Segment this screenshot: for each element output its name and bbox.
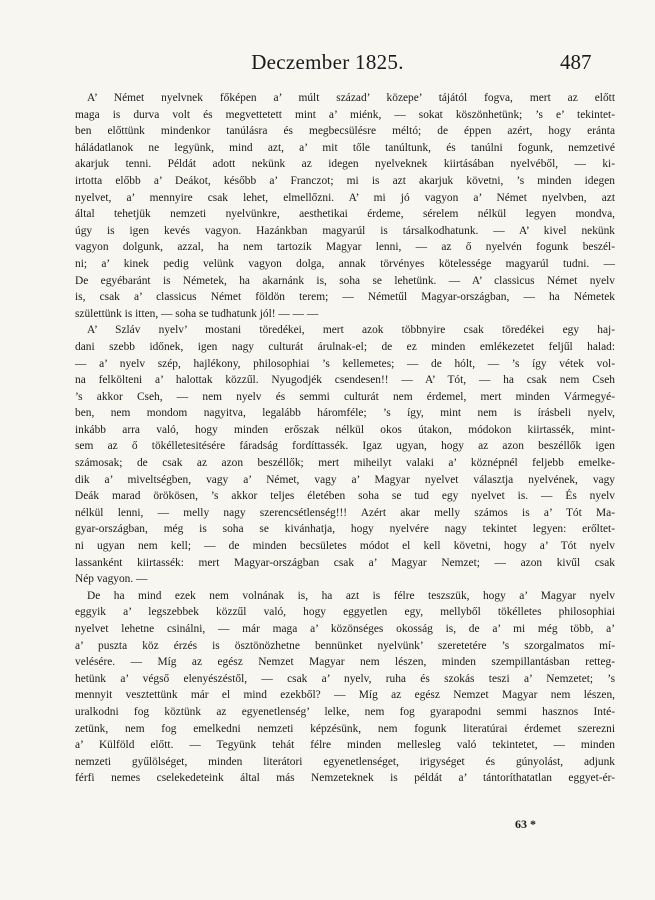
text-line: nyelvet lehetne csinálni, — már maga a’ közönséges okosság is, de a’ mi még több, a’ bbox=[75, 623, 615, 635]
text-line: inkább arra való, hogy minden erőszak nélkül okos útakon, módokon kiirtassék, mint- bbox=[75, 423, 615, 436]
text-line: számosak; de csak az azon beszéllők; mert miheilyt valaki a’ köznépnél feljebb emelke- bbox=[75, 457, 615, 470]
text-line: a’ Külföld előtt. — Tegyünk tehát félre minden mellesleg való tekintetet, — minden bbox=[75, 739, 615, 752]
text-line: ’s akkor Cseh, — nem nyelv és semmi culturát nem érdemel, mert minden Vármegyé- bbox=[75, 390, 615, 403]
text-line: eggyik a’ legszebbek közzűl való, hogy eggyetlen egy, mellyből tökélletes philosophiai bbox=[75, 606, 615, 619]
text-line: A’ Német nyelvnek főképen a’ múlt század’ közepe’ tájától fogva, mert az előtt bbox=[87, 92, 615, 104]
text-line: — a’ nyelv szép, hajlékony, philosophiai ’s kellemetes; — de hólt, — ’s így vétek vol- bbox=[75, 357, 615, 370]
text-line: na felkölteni a’ halottak közzűl. Nyugodjék csendesen!! — A’ Tót, — ha csak nem Cseh bbox=[75, 374, 615, 387]
text-line: De egyébaránt is Németek, ha akarnánk is, soha se lehetünk. — A’ classicus Német nyelv bbox=[75, 274, 615, 287]
text-line: nélkül lenni, — melly nagy szerencsétlenség!!! Azért akar melly számos is a’ Tót Ma- bbox=[75, 506, 615, 519]
text-line: háládatlanok ne legyünk, mind azt, a’ mit tőle tanúltunk, és tanúlni fogunk, nemzetivé bbox=[75, 141, 615, 154]
page-header bbox=[0, 50, 655, 80]
text-line: születtünk is itten, — soha se tudhatunk jól! — — — bbox=[75, 307, 319, 320]
page-number: 487 bbox=[560, 50, 592, 74]
running-title: Deczember 1825. bbox=[251, 50, 404, 74]
text-line: úgy is igen kevés vagyon. Hazánkban magyarúl is társalkodhatunk. — A’ kivel nekünk bbox=[75, 224, 615, 237]
text-line: A’ Szláv nyelv’ mostani töredékei, mert azok többnyire csak töredékei egy haj- bbox=[87, 324, 615, 337]
text-line: maga is durva volt és megvettetett mint a’ miénk, — sokat köszönhetünk; ’s e’ tekintet- bbox=[75, 108, 615, 121]
signature-mark: 63 * bbox=[515, 817, 536, 831]
text-line: dik a’ miveltségben, vagy a’ Német, vagy a’ Magyar nyelvet választja nyelvének, vagy bbox=[75, 473, 615, 486]
text-line: uralkodni fog köztünk az egyenetlenség’ lelke, nem fog gyarapodni semmi hasznos Inté- bbox=[75, 705, 615, 718]
text-line: mennyit vesztettünk már el mind ezekből? — Míg az egész Nemzet Magyar nem lészen, bbox=[75, 689, 615, 702]
text-line: dani szebb időnek, igen nagy culturát árulnak-el; de ez minden emlékezetet feljűl halad: bbox=[75, 340, 615, 353]
text-line: ni ugyan nem kell; — de minden becsületes módot el kell követni, hogy a’ Tót nyelv bbox=[75, 540, 615, 553]
text-line: ben, nem mondom nagyitva, legalább háromféle; ’s így, mint nem is írásbeli nyelv, bbox=[75, 407, 615, 420]
text-line: hetünk a’ végső elenyészéstől, — csak a’ nyelv, ruha és szokás teszi a’ Nemzetet; ’s bbox=[75, 672, 615, 685]
text-line: vagyon dolgunk, azzal, ha nem tartozik Magyar lenni, — az ő nyelvén fogunk beszél- bbox=[75, 241, 615, 254]
text-line: a’ puszta köz érzés is ösztönözhetne bennünket nyelvünk’ szeretetére ’s szorgalmatos mí- bbox=[75, 639, 615, 652]
text-line: ni; a’ kinek pedig velünk vagyon dolga, annak törvényes kötelessége magyarúl tudni. — bbox=[75, 257, 615, 270]
text-line: férfi nemes cselekedeteink által más Nemzeteknek is példát a’ tántoríthatatlan eggyet-ér- bbox=[75, 772, 615, 785]
text-line: Deák marad örökösen, ’s akkor teljes életében soha se tud egy nyelvet is. — És nyelv bbox=[75, 490, 615, 503]
text-line: zetünk, nem fog emelkedni nemzeti képzésünk, nem fogunk literatúrai érdemet szerezni bbox=[75, 722, 615, 735]
text-line: velésére. — Míg az egész Nemzet Magyar nem lészen, minden szempillantásban retteg- bbox=[75, 656, 615, 669]
text-line: gyar-országban, még is soha se kivánhatja, hogy nyelvére nagy tekintet legyen: erőltet- bbox=[75, 523, 615, 536]
text-line: Nép vagyon. — bbox=[75, 573, 148, 586]
text-line: ben előttünk mindenkor tanúlásra és megbecsülésre méltó; de éppen azért, hogy eránta bbox=[75, 125, 615, 138]
text-line: is, csak a’ classicus Német földön terem; — Németűl Magyar-országban, — ha Németek bbox=[75, 291, 615, 304]
text-line: irtotta előbb a’ Deákot, később a’ Franczot; mi is azt akarjuk követni, ’s minden idegen bbox=[75, 174, 615, 187]
text-line: által tehetjük nemzeti nyelvünkre, aesthetikai érdeme, sérelem nélkül legyen mondva, bbox=[75, 208, 615, 221]
text-line: nyelvet, a’ mennyire csak lehet, elmellőzni. A’ mi jó vagyon a’ Német nyelvben, azt bbox=[75, 191, 615, 204]
text-line: lassanként kiirtassék: mert Magyar-országban csak a’ Magyar Nemzet; — azon kivűl csak bbox=[75, 556, 615, 569]
body-text bbox=[75, 90, 615, 787]
text-line: De ha mind ezek nem volnának is, ha azt is félre teszszük, hogy a’ Magyar nyelv bbox=[87, 589, 615, 602]
text-line: sem az ő tökélletesitésére fáradság fordíttassék. Igaz ugyan, hogy az azon beszéllők igen bbox=[75, 440, 615, 453]
text-line: akarjuk tenni. Példát adott nekünk az idegen nyelveknek kiirtásában nyelvéből, — ki- bbox=[75, 158, 615, 171]
text-line: nemzeti gyűlölséget, minden literátori egyenetlenséget, irigységet és gúnyolást, adjunk bbox=[75, 755, 615, 768]
